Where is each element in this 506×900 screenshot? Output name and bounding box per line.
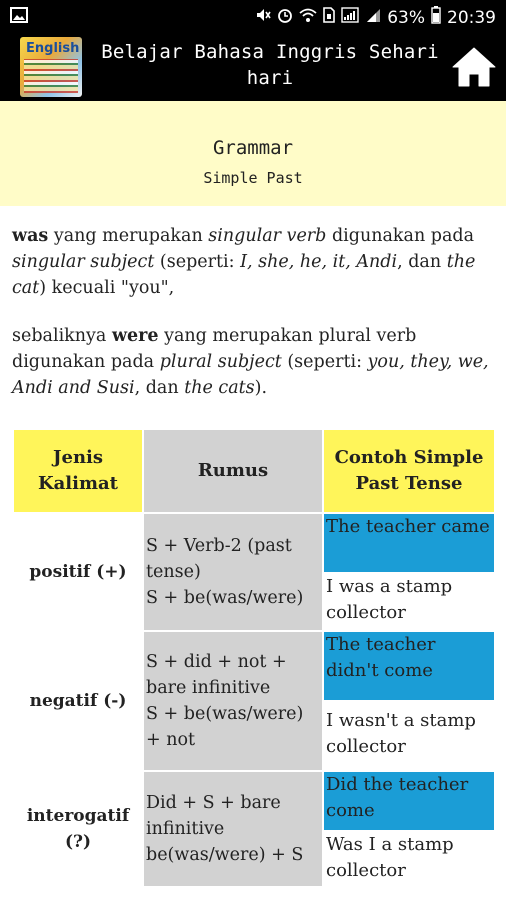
mute-icon (255, 7, 271, 28)
table-row (13, 513, 495, 631)
status-bar (0, 0, 506, 33)
app-title: Belajar Bahasa Inggris Sehari hari (101, 41, 439, 89)
header-example: Contoh Simple Past Tense (323, 429, 495, 513)
header-sentence-type: Jenis Kalimat (13, 429, 143, 513)
formula-cell (143, 771, 323, 887)
app-logo-text: English (26, 41, 80, 56)
paragraph-was: was yang merupakan singular verb digunakan pada singular subject (seperti: I, she, he, it, Andi, dan the cat) kecuali "you", (12, 226, 476, 298)
example-cell (323, 513, 495, 631)
keyword-were: were (111, 326, 159, 346)
app-bar (0, 33, 506, 101)
section-subtitle: Simple Past (203, 169, 303, 187)
formula-line: S + be(was/were) + not (146, 704, 304, 750)
table-header-row (13, 429, 495, 513)
table-row (13, 771, 495, 887)
battery-icon (431, 6, 441, 29)
formula-line: S + be(was/were) (146, 588, 304, 608)
formula-line: Did + S + bare infinitive (146, 793, 281, 839)
row-label-negative: negatif (-) (13, 631, 143, 771)
example-highlight: The teacher didn't come (324, 632, 494, 700)
signal-strength-icon (365, 7, 381, 28)
example-cell (323, 631, 495, 771)
header-formula: Rumus (143, 429, 323, 513)
home-button[interactable] (450, 45, 498, 89)
example-highlight: The teacher came (324, 514, 494, 572)
signal-icon (341, 7, 359, 28)
grammar-table (12, 428, 496, 888)
sim-icon (323, 7, 335, 28)
battery-percent: 63% (387, 7, 425, 28)
formula-line: be(was/were) + S (146, 845, 304, 865)
formula-line: S + Verb-2 (past tense) (146, 536, 292, 582)
example-cell (323, 771, 495, 887)
formula-cell (143, 631, 323, 771)
wifi-icon (299, 7, 317, 28)
home-icon (450, 45, 498, 89)
clock: 20:39 (447, 7, 496, 28)
paragraph-were: sebaliknya were yang merupakan plural verb digunakan pada plural subject (seperti: you, they, we, Andi and Susi, dan the cats). (12, 326, 489, 398)
formula-cell (143, 513, 323, 631)
example-highlight: Did the teacher come (324, 772, 494, 830)
example-text: Was I a stamp collector (324, 830, 494, 886)
alarm-icon (277, 7, 293, 28)
row-label-positive: positif (+) (13, 513, 143, 631)
keyword-was: was (12, 226, 49, 246)
section-title: Grammar (212, 137, 294, 159)
example-text: I wasn't a stamp collector (324, 700, 494, 762)
gallery-notification-icon (10, 7, 28, 28)
app-logo (20, 37, 82, 97)
formula-line: S + did + not + bare infinitive (146, 652, 287, 698)
table-row (13, 631, 495, 771)
example-text: I was a stamp collector (324, 572, 494, 628)
section-header (0, 101, 506, 206)
row-label-interrogative: interogatif (?) (13, 771, 143, 887)
